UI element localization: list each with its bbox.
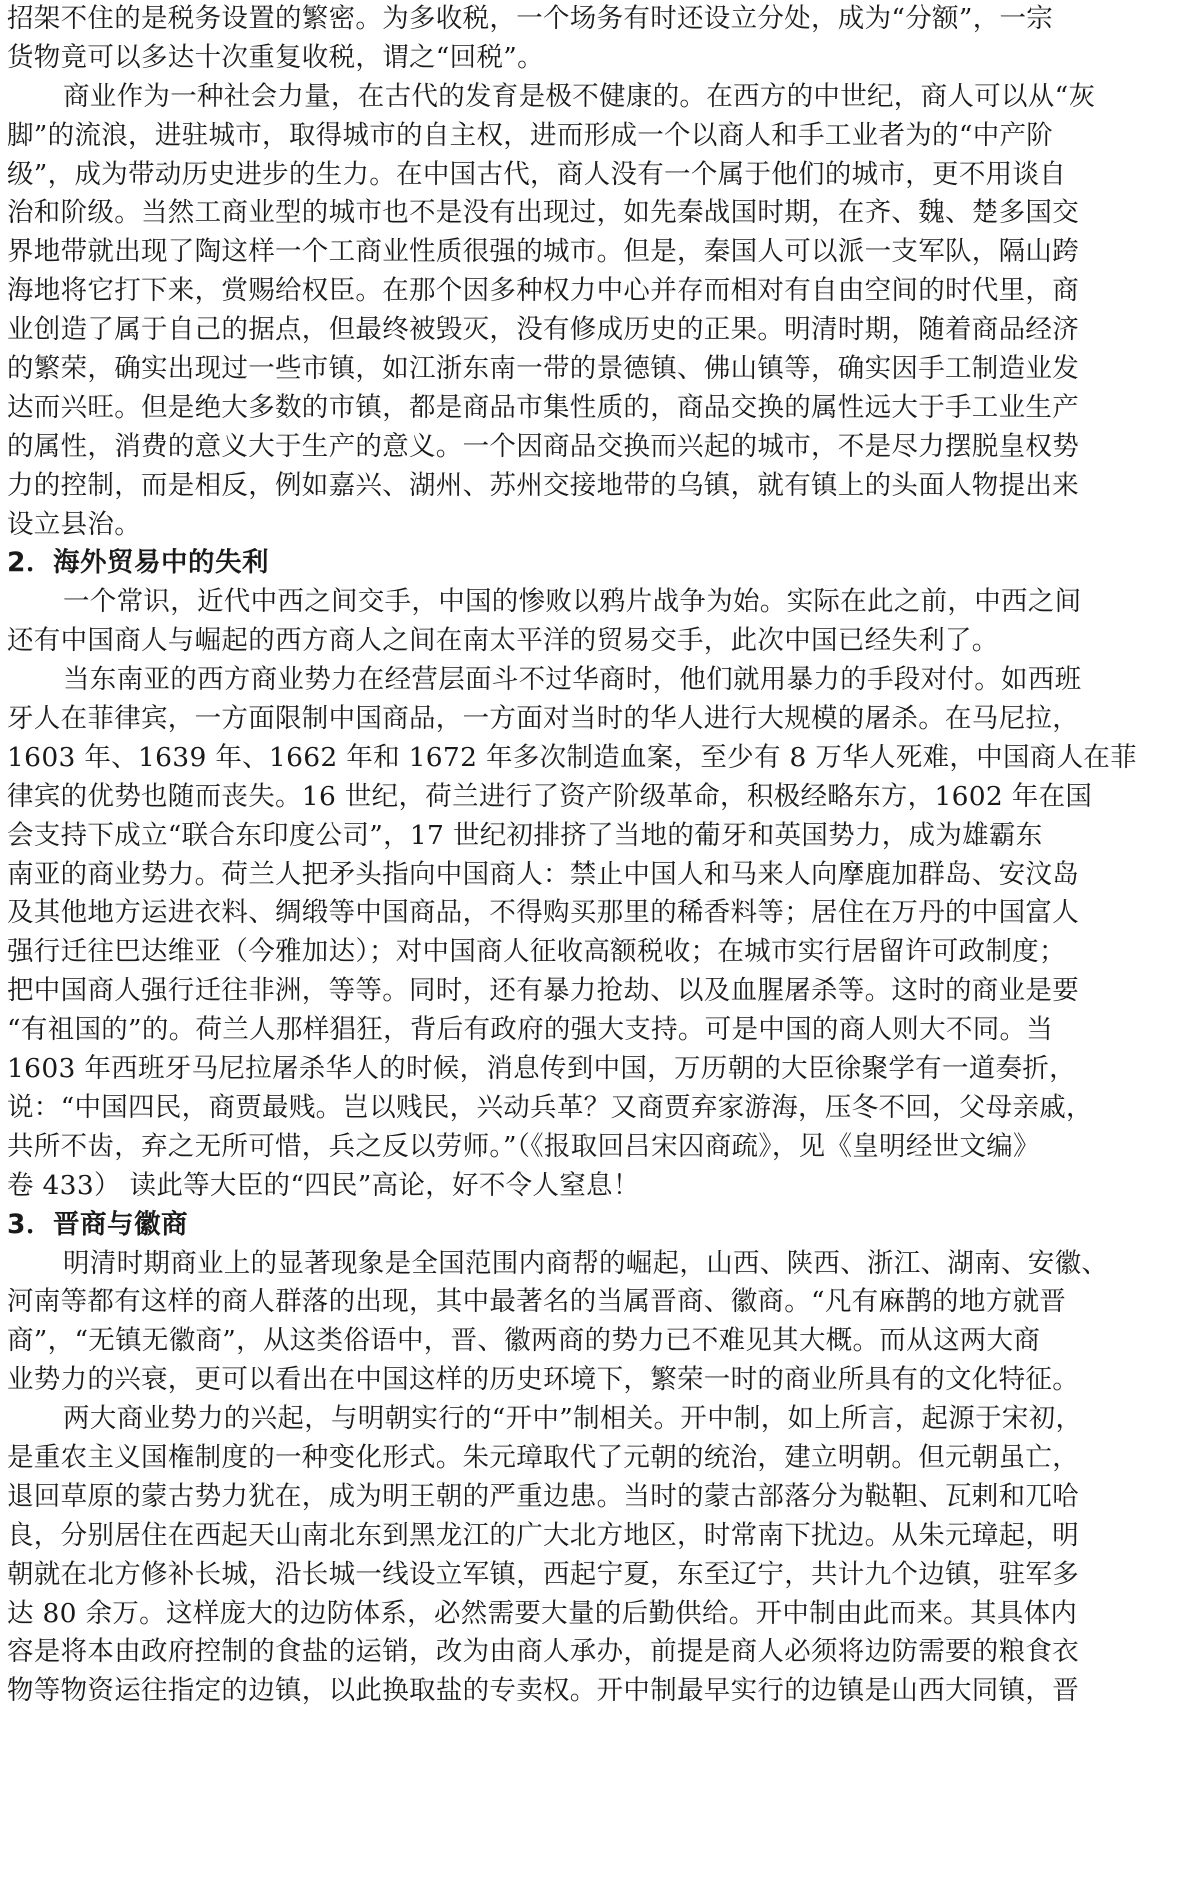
line-text: 两大商业势力的兴起，与明朝实行的“开中”制相关。开中制，如上所言，起源于宋初， — [63, 1403, 1083, 1435]
line-text: 的属性，消费的意义大于生产的意义。一个因商品交换而兴起的城市，不是尽力摆脱皇权势 — [7, 430, 1079, 462]
line-text: 业创造了属于自己的据点，但最终被毁灭，没有修成历史的正果。明清时期，随着商品经济 — [7, 314, 1079, 346]
line-text: 界地带就出现了陶这样一个工商业性质很强的城市。但是，秦国人可以派一支军队，隔山跨 — [7, 236, 1079, 268]
body-text-line — [7, 583, 1163, 622]
line-text: 强行迁往巴达维亚（今雅加达）；对中国商人征收高额税收；在城市实行居留许可政制度； — [7, 936, 1066, 968]
line-text: 牙人在菲律宾，一方面限制中国商品，一方面对当时的华人进行大规模的屠杀。在马尼拉， — [7, 703, 1079, 735]
line-text: 货物竟可以多达十次重复收税，谓之“回税”。 — [7, 41, 544, 73]
line-text: 设立县治。 — [7, 508, 141, 540]
body-text-line — [7, 233, 1163, 272]
body-text-line — [7, 1283, 1163, 1322]
body-text-line — [7, 350, 1163, 389]
line-text: 1603 年、1639 年、1662 年和 1672 年多次制造血案，至少有 8 万华人死难，中国商人在菲 — [7, 741, 1137, 773]
section-heading — [7, 1206, 1163, 1245]
body-text-line — [7, 1050, 1163, 1089]
line-text: 脚”的流浪，进驻城市，取得城市的自主权，进而形成一个以商人和手工业者为的“中产阶 — [7, 119, 1054, 151]
line-text: 治和阶级。当然工商业型的城市也不是没有出现过，如先秦战国时期，在齐、魏、楚多国交 — [7, 197, 1079, 229]
line-text: 一个常识，近代中西之间交手，中国的惨败以鸦片战争为始。实际在此之前，中西之间 — [63, 586, 1082, 618]
document-page — [7, 0, 1163, 1902]
body-text-line — [7, 1361, 1163, 1400]
body-text-line — [7, 972, 1163, 1011]
body-text-line — [7, 1595, 1163, 1634]
body-text-line — [7, 856, 1163, 895]
line-text: 商”，“无镇无徽商”，从这类俗语中，晋、徽两商的势力已不难见其大概。而从这两大商 — [7, 1325, 1041, 1357]
line-text: 物等物资运往指定的边镇，以此换取盐的专卖权。开中制最早实行的边镇是山西大同镇，晋 — [7, 1675, 1079, 1707]
body-text-line — [7, 311, 1163, 350]
line-text: 退回草原的蒙古势力犹在，成为明王朝的严重边患。当时的蒙古部落分为鞑靼、瓦剌和兀哈 — [7, 1480, 1079, 1512]
body-text-line — [7, 467, 1163, 506]
body-text-line — [7, 1439, 1163, 1478]
body-text-line — [7, 78, 1163, 117]
body-text-line — [7, 1556, 1163, 1595]
line-text: 南亚的商业势力。荷兰人把矛头指向中国商人：禁止中国人和马来人向摩鹿加群岛、安汶岛 — [7, 858, 1079, 890]
body-text-line — [7, 389, 1163, 428]
line-text: 共所不齿，弃之无所可惜，兵之反以劳师。”（《报取回吕宋囚商疏》，见《皇明经世文编》 — [7, 1130, 1040, 1162]
body-text-line — [7, 700, 1163, 739]
body-text-line — [7, 894, 1163, 933]
line-text: 商业作为一种社会力量，在古代的发育是极不健康的。在西方的中世纪，商人可以从“灰 — [63, 80, 1096, 112]
body-text-line — [7, 1400, 1163, 1439]
section-heading — [7, 544, 1163, 583]
line-text: 容是将本由政府控制的食盐的运销，改为由商人承办，前提是商人必须将边防需要的粮食衣 — [7, 1636, 1079, 1668]
body-text-line — [7, 933, 1163, 972]
body-text-line — [7, 39, 1163, 78]
body-text-line — [7, 1011, 1163, 1050]
body-text-line — [7, 1322, 1163, 1361]
body-text-line — [7, 1672, 1163, 1711]
body-text-line — [7, 1128, 1163, 1167]
line-text: 当东南亚的西方商业势力在经营层面斗不过华商时，他们就用暴力的手段对付。如西班 — [63, 664, 1082, 696]
body-text-line — [7, 778, 1163, 817]
line-text: “有祖国的”的。荷兰人那样猖狂，背后有政府的强大支持。可是中国的商人则大不同。当 — [7, 1014, 1054, 1046]
body-text-line — [7, 1478, 1163, 1517]
heading-text: 2．海外贸易中的失利 — [7, 547, 269, 579]
line-text: 1603 年西班牙马尼拉屠杀华人的时候，消息传到中国，万历朝的大臣徐聚学有一道奏折， — [7, 1053, 1076, 1085]
line-text: 还有中国商人与崛起的西方商人之间在南太平洋的贸易交手，此次中国已经失利了。 — [7, 625, 999, 657]
line-text: 河南等都有这样的商人群落的出现，其中最著名的当属晋商、徽商。“凡有麻鹊的地方就晋 — [7, 1286, 1067, 1318]
body-text-line — [7, 1089, 1163, 1128]
body-text-line — [7, 739, 1163, 778]
line-text: 是重农主义国権制度的一种变化形式。朱元璋取代了元朝的统治，建立明朝。但元朝虽亡， — [7, 1441, 1079, 1473]
body-text-line — [7, 506, 1163, 545]
body-text-line — [7, 117, 1163, 156]
line-text: 业势力的兴衰，更可以看出在中国这样的历史环境下，繁荣一时的商业所具有的文化特征。 — [7, 1364, 1079, 1396]
body-text-line — [7, 1517, 1163, 1556]
body-text-line — [7, 194, 1163, 233]
body-text-line — [7, 0, 1163, 39]
line-text: 级”，成为带动历史进步的生力。在中国古代，商人没有一个属于他们的城市，更不用谈自 — [7, 158, 1067, 190]
line-text: 朝就在北方修补长城，沿长城一线设立军镇，西起宁夏，东至辽宁，共计九个边镇，驻军多 — [7, 1558, 1079, 1590]
body-text-line — [7, 1245, 1163, 1284]
body-text-line — [7, 272, 1163, 311]
line-text: 及其他地方运进衣料、绸缎等中国商品，不得购买那里的稀香料等；居住在万丹的中国富人 — [7, 897, 1079, 929]
line-text: 把中国商人强行迁往非洲，等等。同时，还有暴力抢劫、以及血腥屠杀等。这时的商业是要 — [7, 975, 1079, 1007]
body-text-line — [7, 661, 1163, 700]
line-text: 的繁荣，确实出现过一些市镇，如江浙东南一带的景德镇、佛山镇等，确实因手工制造业发 — [7, 353, 1079, 385]
line-text: 招架不住的是税务设置的繁密。为多收税，一个场务有时还设立分处，成为“分额”，一宗 — [7, 3, 1054, 34]
line-text: 达而兴旺。但是绝大多数的市镇，都是商品市集性质的，商品交换的属性远大于手工业生产 — [7, 391, 1079, 423]
body-text-line — [7, 156, 1163, 195]
line-text: 良，分别居住在西起天山南北东到黑龙江的广大北方地区，时常南下扰边。从朱元璋起，明 — [7, 1519, 1079, 1551]
line-text: 海地将它打下来，赏赐给权臣。在那个因多种权力中心并存而相对有自由空间的时代里，商 — [7, 275, 1079, 307]
line-text: 说：“中国四民，商贾最贱。岂以贱民，兴动兵革？又商贾弃家游海，压冬不回，父母亲戚， — [7, 1091, 1093, 1123]
body-text-line — [7, 1633, 1163, 1672]
line-text: 达 80 余万。这样庞大的边防体系，必然需要大量的后勤供给。开中制由此而来。其具体内 — [7, 1597, 1078, 1629]
body-text-line — [7, 1167, 1163, 1206]
heading-text: 3．晋商与徽商 — [7, 1208, 188, 1240]
line-text: 明清时期商业上的显著现象是全国范围内商帮的崛起，山西、陕西、浙江、湖南、安徽、 — [63, 1247, 1109, 1279]
body-text-line — [7, 622, 1163, 661]
line-text: 律宾的优势也随而丧失。16 世纪，荷兰进行了资产阶级革命，积极经略东方，1602 年在国 — [7, 780, 1093, 812]
body-text-line — [7, 817, 1163, 856]
line-text: 力的控制，而是相反，例如嘉兴、湖州、苏州交接地带的乌镇，就有镇上的头面人物提出来 — [7, 469, 1079, 501]
line-text: 卷 433） 读此等大臣的“四民”高论，好不令人窒息！ — [7, 1169, 640, 1201]
body-text-line — [7, 428, 1163, 467]
line-text: 会支持下成立“联合东印度公司”，17 世纪初排挤了当地的葡牙和英国势力，成为雄霸东 — [7, 819, 1043, 851]
